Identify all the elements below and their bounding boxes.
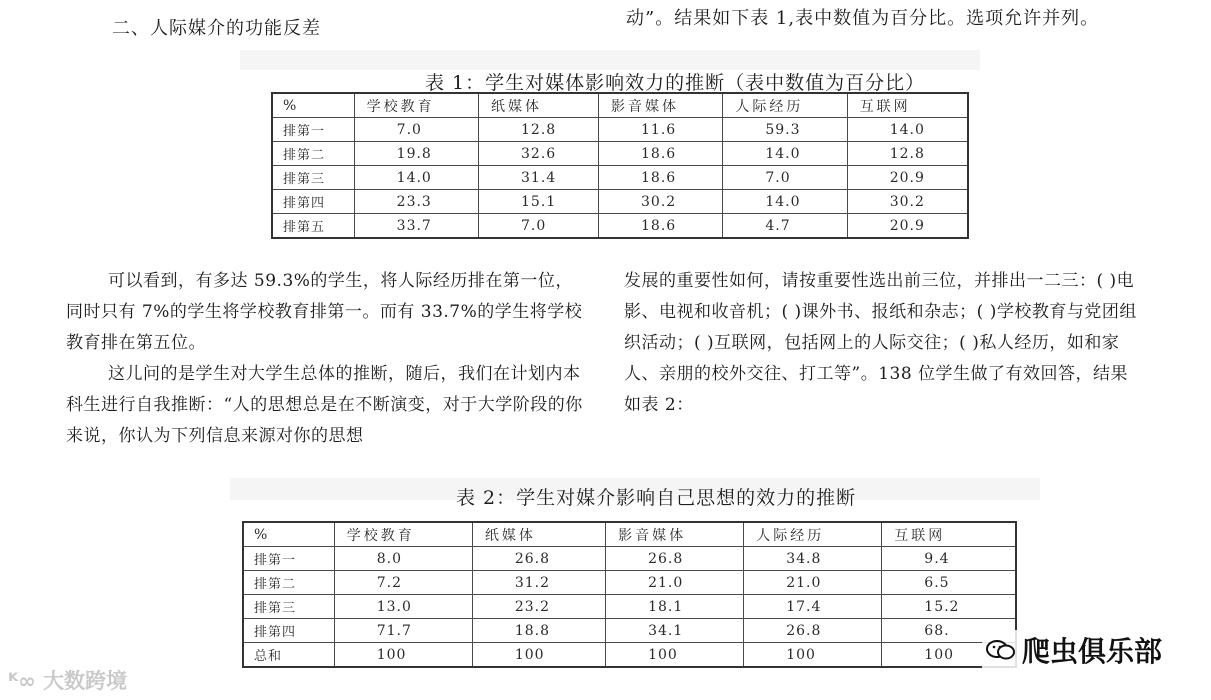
table-cell: 34.1 (606, 619, 744, 643)
table-cell: 12.8 (847, 142, 968, 166)
table-row (243, 643, 1016, 668)
table-header-cell: 互联网 (882, 522, 1016, 547)
table-cell: 13.0 (334, 595, 472, 619)
top-right-continuation-text: 动”。结果如下表 1,表中数值为百分比。选项允许并列。 (626, 8, 1100, 29)
table-row (272, 118, 968, 142)
table-row (272, 190, 968, 214)
table-cell: 31.2 (472, 571, 605, 595)
table-cell: 7.0 (479, 214, 599, 239)
table-header-cell: 学校教育 (354, 93, 478, 118)
wechat-icon (986, 639, 1016, 661)
table-cell: 6.5 (882, 571, 1016, 595)
watermark-right-text: 爬虫俱乐部 (1022, 635, 1163, 668)
table-cell: 14.0 (723, 190, 847, 214)
table-row (243, 619, 1016, 643)
table-cell: 100 (334, 643, 472, 668)
table-cell: 32.6 (479, 142, 599, 166)
table-cell: 18.6 (599, 142, 723, 166)
right-paragraph: 发展的重要性如何，请按重要性选出前三位，并排出一二三：( )电影、电视和收音机；( )课外书、报纸和杂志；( )学校教育与党团组织活动；( )互联网，包括网上的人际交往；( )私人经历，如和家人、亲朋的校外交往、打工等”。138 位学生做了有效回答，结果如表 2： (624, 271, 1137, 415)
table-cell: 59.3 (723, 118, 847, 142)
table-cell: 20.9 (847, 214, 968, 239)
table-cell: 7.2 (334, 571, 472, 595)
table-cell: 30.2 (599, 190, 723, 214)
table-row (243, 547, 1016, 571)
table-cell: 100 (882, 643, 1016, 668)
table-cell: 12.8 (479, 118, 599, 142)
table-row (243, 595, 1016, 619)
left-paragraph-1: 可以看到，有多达 59.3%的学生，将人际经历排在第一位，同时只有 7%的学生将学校教育排第一。而有 33.7%的学生将学校教育排在第五位。 (66, 271, 583, 353)
table2 (242, 521, 1017, 668)
table-cell: 11.6 (599, 118, 723, 142)
scan-shadow-band (240, 50, 980, 70)
table1-title: 表 1：学生对媒体影响效力的推断（表中数值为百分比） (425, 72, 926, 94)
watermark-left (8, 665, 127, 695)
table-cell: 7.0 (723, 166, 847, 190)
table-header-row (272, 93, 968, 118)
table-cell: 100 (606, 643, 744, 668)
row-label-cell: 排第二 (243, 571, 334, 595)
table-cell: 18.6 (599, 166, 723, 190)
table-header-cell: 人际经历 (723, 93, 847, 118)
table-row (272, 166, 968, 190)
table-row (243, 571, 1016, 595)
table-cell: 26.8 (606, 547, 744, 571)
row-label-cell: 排第三 (243, 595, 334, 619)
table-cell: 100 (472, 643, 605, 668)
table-cell: 7.0 (354, 118, 478, 142)
table-cell: 21.0 (744, 571, 882, 595)
table-header-cell: % (272, 93, 354, 118)
row-label-cell: 排第二 (272, 142, 354, 166)
table-cell: 18.6 (599, 214, 723, 239)
table-cell: 23.3 (354, 190, 478, 214)
table-cell: 15.1 (479, 190, 599, 214)
table1 (271, 92, 969, 239)
table-cell: 30.2 (847, 190, 968, 214)
table-header-row (243, 522, 1016, 547)
table-cell: 19.8 (354, 142, 478, 166)
table-header-cell: 人际经历 (744, 522, 882, 547)
table-cell: 26.8 (472, 547, 605, 571)
table-cell: 14.0 (847, 118, 968, 142)
table-header-cell: 纸媒体 (479, 93, 599, 118)
right-column-text (624, 266, 1144, 421)
row-label-cell: 总和 (243, 643, 334, 668)
left-paragraph-2: 这儿问的是学生对大学生总体的推断，随后，我们在计划内本科生进行自我推断：“人的思想总是在不断演变，对于大学阶段的你来说，你认为下列信息来源对你的思想 (66, 364, 583, 446)
table-row (272, 214, 968, 239)
table-header-cell: 影音媒体 (606, 522, 744, 547)
row-label-cell: 排第三 (272, 166, 354, 190)
table-cell: 18.1 (606, 595, 744, 619)
table-header-cell: 互联网 (847, 93, 968, 118)
table-cell: 33.7 (354, 214, 478, 239)
row-label-cell: 排第四 (243, 619, 334, 643)
table-cell: 20.9 (847, 166, 968, 190)
table-cell: 18.8 (472, 619, 605, 643)
left-column-text (66, 266, 586, 452)
row-label-cell: 排第一 (272, 118, 354, 142)
table-row (272, 142, 968, 166)
table-cell: 34.8 (744, 547, 882, 571)
section-heading: 二、人际媒介的功能反差 (112, 18, 321, 39)
table-header-cell: 影音媒体 (599, 93, 723, 118)
table-header-cell: % (243, 522, 334, 547)
row-label-cell: 排第五 (272, 214, 354, 239)
table-cell: 26.8 (744, 619, 882, 643)
table-cell: 71.7 (334, 619, 472, 643)
table-header-cell: 学校教育 (334, 522, 472, 547)
watermark-left-text: 大数跨境 (43, 669, 128, 693)
table-cell: 4.7 (723, 214, 847, 239)
table-cell: 21.0 (606, 571, 744, 595)
watermark-right (982, 630, 1166, 670)
table-cell: 100 (744, 643, 882, 668)
table-cell: 15.2 (882, 595, 1016, 619)
table-cell: 9.4 (882, 547, 1016, 571)
table-cell: 31.4 (479, 166, 599, 190)
table-cell: 14.0 (723, 142, 847, 166)
table-cell: 17.4 (744, 595, 882, 619)
table-cell: 8.0 (334, 547, 472, 571)
table-header-cell: 纸媒体 (472, 522, 605, 547)
table-cell: 14.0 (354, 166, 478, 190)
table-cell: 23.2 (472, 595, 605, 619)
row-label-cell: 排第四 (272, 190, 354, 214)
row-label-cell: 排第一 (243, 547, 334, 571)
table2-title: 表 2：学生对媒介影响自己思想的效力的推断 (456, 487, 857, 509)
watermark-left-logo-icon: ᴷ∞ (8, 669, 36, 693)
table-cell: 68. (882, 619, 1016, 643)
